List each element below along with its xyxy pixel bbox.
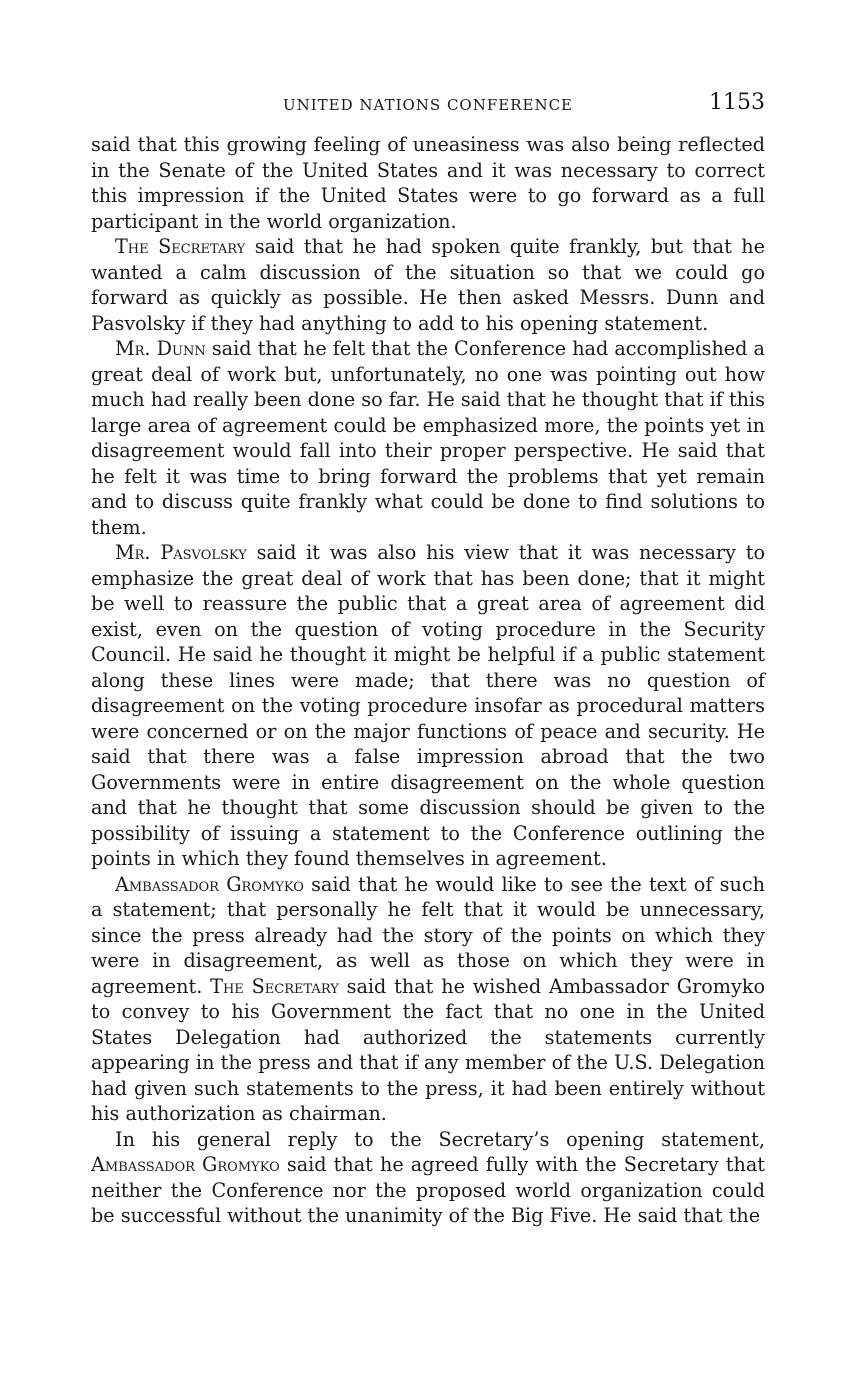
paragraph-gromyko-remarks: [91, 872, 765, 1127]
paragraph-secretary-remarks: [91, 234, 765, 336]
running-title: UNITED NATIONS CONFERENCE: [282, 96, 574, 114]
paragraph-text: said that he had spoken quite frankly, but that he wanted a calm discussion of the situation so that we could go forward as quickly as possible. He then asked Messrs. Dunn and Pasvolsky if they had anything to add to his opening statement.: [91, 235, 766, 335]
running-header: [91, 90, 765, 118]
speaker-name: Ambassador Gromyko: [91, 1153, 280, 1176]
paragraph-text: In his general reply to the Secretary’s opening statement,: [115, 1127, 765, 1151]
paragraph-text: said that he agreed fully with the Secretary that neither the Conference nor the proposed world organization could be successful without the unanimity of the Big Five. He said that the: [91, 1153, 765, 1227]
paragraph-text: said that this growing feeling of uneasiness was also being reflected in the Senate of the United States and it was necessary to correct this impression if the United States were to go forward as a full participant in the world organization.: [91, 133, 765, 233]
paragraph-gromyko-reply: [91, 1127, 765, 1229]
speaker-name: The Secretary: [115, 235, 246, 258]
paragraph-dunn-remarks: [91, 336, 765, 540]
paragraph-text: said that he would like to see the text of such a statement; that personally he felt that it would be unnecessary, since the press already had the story of the points on which they were in disagreement, as well as those on which they were in agreement.: [91, 872, 765, 998]
paragraph-text: said it was also his view that it was necessary to emphasize the great deal of work that has been done; that it might be well to reassure the public that a great area of agreement did exist, even on the question of voting procedure in the Security Council. He said he thought it might be helpful if a public statement along these lines were made; that there was no question of disagreement on the voting procedure insofar as procedural matters were concerned or on the major functions of peace and security. He said that there was a false impression abroad that the two Governments were in entire disagreement on the whole question and that he thought that some discussion should be given to the possibility of issuing a statement to the Conference outlining the points in which they found themselves in agreement.: [91, 541, 765, 870]
body-text: [91, 132, 765, 1229]
paragraph-continuation: [91, 132, 765, 234]
speaker-name: The Secretary: [210, 974, 339, 998]
speaker-name: Mr. Dunn: [115, 337, 206, 360]
paragraph-text: said that he wished Ambassador Gromyko to convey to his Government the fact that no one in the United States Delegation had authorized the statements currently appearing in the press and that if any member of the U.S. Delegation had given such statements to the press, it had been entirely without his authorization as chairman.: [91, 974, 766, 1125]
paragraph-pasvolsky-remarks: [91, 540, 765, 872]
paragraph-text: said that he felt that the Conference had accomplished a great deal of work but, unfortunately, no one was pointing out how much had really been done so far. He said that he thought that if this large area of agreement could be emphasized more, the points yet in disagreement would fall into their proper perspective. He said that he felt it was time to bring forward the problems that yet remain and to discuss quite frankly what could be done to find solutions to them.: [91, 337, 765, 539]
speaker-name: Ambassador Gromyko: [115, 872, 304, 896]
page-number: 1153: [709, 90, 765, 115]
speaker-name: Mr. Pasvolsky: [115, 541, 247, 564]
